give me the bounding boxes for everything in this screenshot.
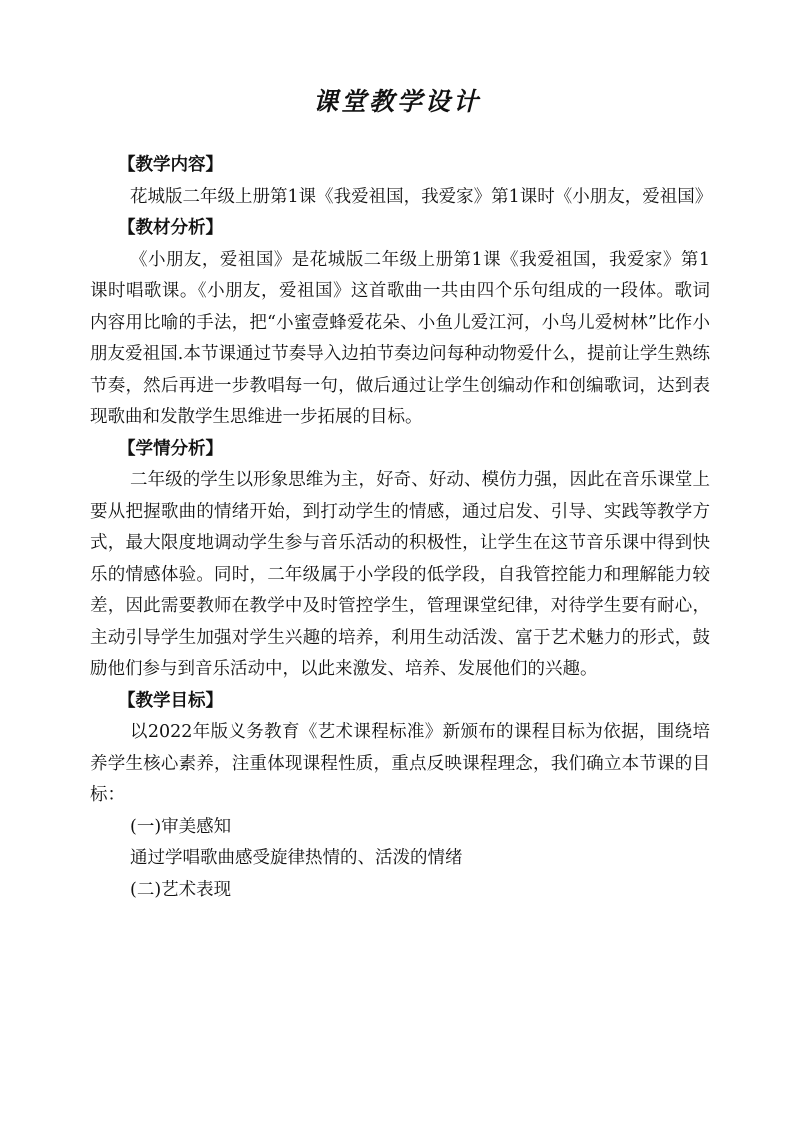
document-body bbox=[90, 150, 713, 906]
goal-text-aesthetic: 通过学唱歌曲感受旋律热情的、活泼的情绪 bbox=[130, 848, 463, 868]
section-heading-material: 【教材分析】 bbox=[118, 218, 223, 238]
section-heading-content: 【教学内容】 bbox=[118, 155, 223, 175]
section-content-paragraph: 花城版二年级上册第1课《我爱祖国，我爱家》第1课时《小朋友，爱祖国》 bbox=[130, 186, 713, 207]
goal-label-aesthetic: (一)审美感知 bbox=[130, 816, 232, 837]
section-goals-paragraph: 以2022年版义务教育《艺术课程标准》新颁布的课程目标为依据，围绕培养学生核心素养，注重体现课程性质，重点反映课程理念，我们确立本节课的目标： bbox=[90, 722, 710, 805]
section-heading-students: 【学情分析】 bbox=[118, 438, 223, 459]
section-students-paragraph: 二年级的学生以形象思维为主，好奇、好动、模仿力强，因此在音乐课堂上要从把握歌曲的情绪开始，到打动学生的情感，通过启发、引导、实践等教学方式，最大限度地调动学生参与音乐活动的积极性，让学生在这节音乐课中得到快乐的情感体验。同时，二年级属于小学段的低学段，自我管控能力和理解能力较差，因此需要教师在教学中及时管控学生，管理课堂纪律，对待学生要有耐心，主动引导学生加强对学生兴趣的培养，利用生动活泼、富于艺术魅力的形式，鼓励他们参与到音乐活动中，以此来激发、培养、发展他们的兴趣。 bbox=[90, 470, 710, 679]
goal-label-art-expression: (二)艺术表现 bbox=[130, 879, 232, 900]
page-title: 课堂教学设计 bbox=[312, 87, 481, 116]
section-material-paragraph: 《小朋友，爱祖国》是花城版二年级上册第1课《我爱祖国，我爱家》第1课时唱歌课。《小朋友，爱祖国》这首歌曲一共由四个乐句组成的一段体。歌词内容用比喻的手法，把“小蜜壹蜂爱花朵、小鱼儿爱江河，小鸟儿爱树林”比作小朋友爱祖国.本节课通过节奏导入边拍节奏边问每种动物爱什么，提前让学生熟练节奏，然后再进一步教唱每一句，做后通过让学生创编动作和创编歌词，达到表现歌曲和发散学生思维进一步拓展的目标。 bbox=[90, 249, 710, 427]
section-heading-goals: 【教学目标】 bbox=[118, 690, 223, 711]
